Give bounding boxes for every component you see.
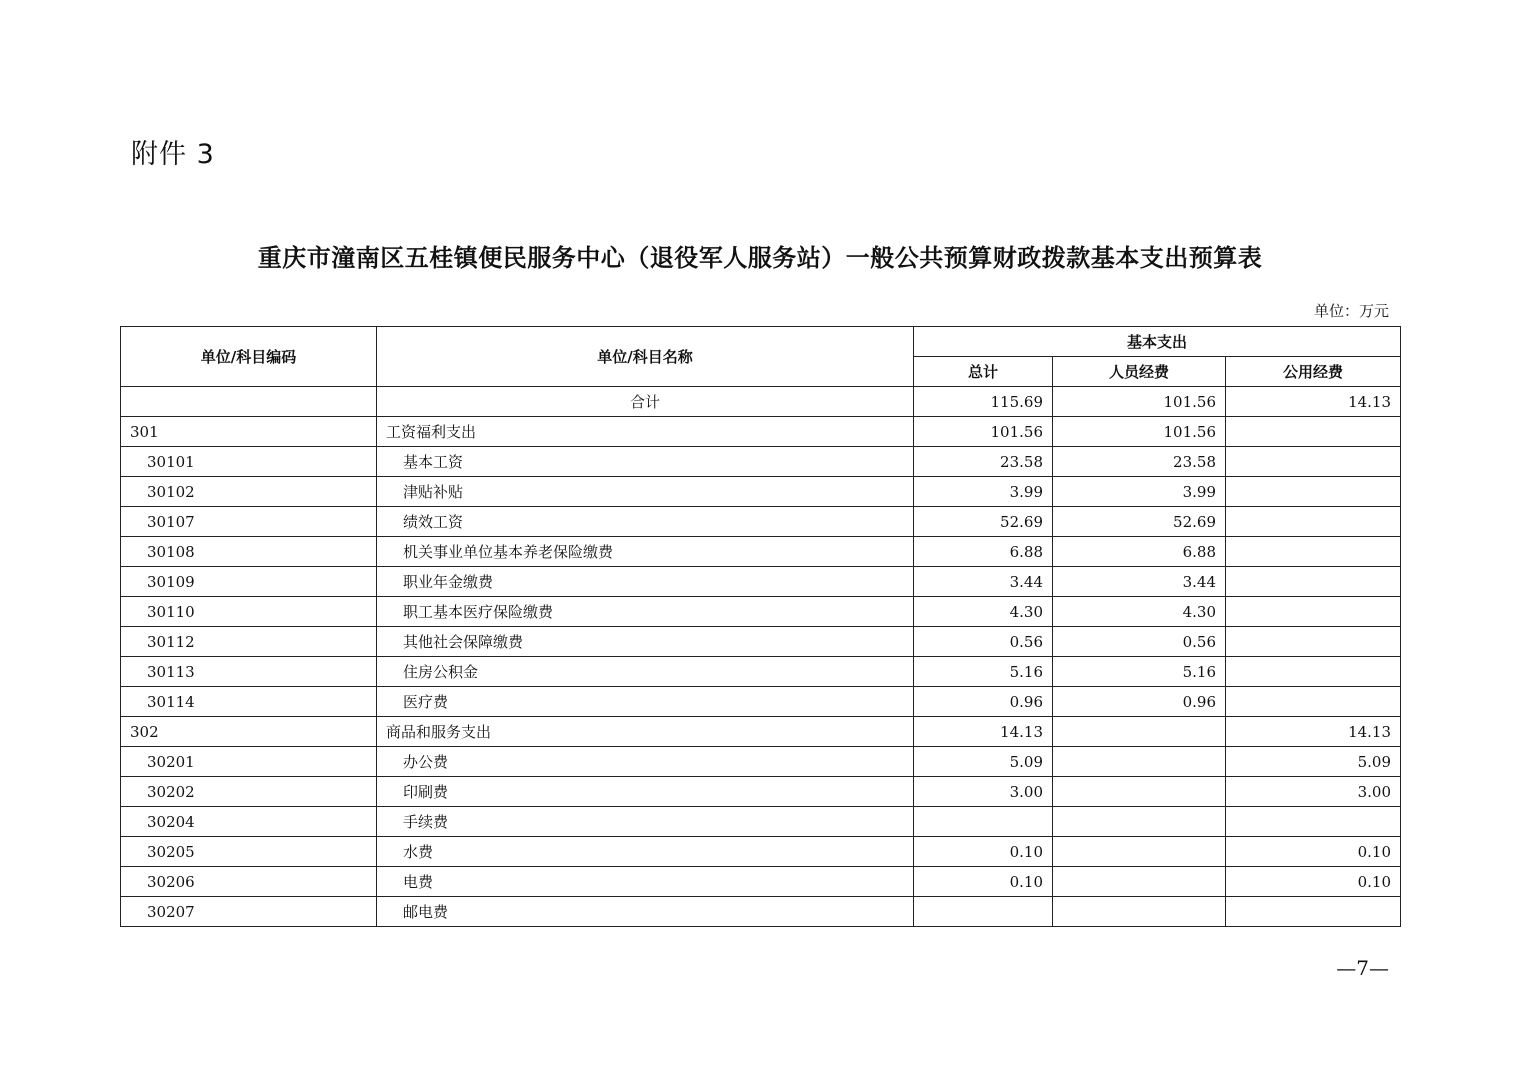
row-public	[1226, 447, 1401, 477]
row-code: 30108	[121, 537, 377, 567]
budget-table	[120, 326, 1401, 927]
row-personnel: 0.56	[1053, 627, 1226, 657]
row-public: 5.09	[1226, 747, 1401, 777]
row-total: 23.58	[914, 447, 1053, 477]
row-public: 3.00	[1226, 777, 1401, 807]
row-code: 30206	[121, 867, 377, 897]
row-code: 301	[121, 417, 377, 447]
row-name: 水费	[377, 837, 914, 867]
row-public	[1226, 597, 1401, 627]
row-personnel: 6.88	[1053, 537, 1226, 567]
table-row	[121, 837, 1401, 867]
row-code: 30113	[121, 657, 377, 687]
row-personnel	[1053, 897, 1226, 927]
row-public	[1226, 807, 1401, 837]
row-total	[914, 897, 1053, 927]
row-name: 津贴补贴	[377, 477, 914, 507]
row-name: 商品和服务支出	[377, 717, 914, 747]
row-total: 6.88	[914, 537, 1053, 567]
header-name: 单位/科目名称	[377, 327, 914, 387]
row-code: 30201	[121, 747, 377, 777]
row-personnel: 101.56	[1053, 387, 1226, 417]
table-row	[121, 897, 1401, 927]
row-personnel	[1053, 717, 1226, 747]
row-personnel	[1053, 867, 1226, 897]
page-number: —7—	[1336, 956, 1389, 980]
row-name: 职工基本医疗保险缴费	[377, 597, 914, 627]
attachment-label: 附件 3	[131, 139, 215, 170]
row-total: 3.99	[914, 477, 1053, 507]
table-row	[121, 717, 1401, 747]
table-row	[121, 747, 1401, 777]
table-row	[121, 867, 1401, 897]
table-row	[121, 537, 1401, 567]
row-code: 30205	[121, 837, 377, 867]
table-row	[121, 447, 1401, 477]
row-total: 0.10	[914, 837, 1053, 867]
row-name: 电费	[377, 867, 914, 897]
header-personnel: 人员经费	[1053, 357, 1226, 387]
row-public	[1226, 507, 1401, 537]
row-name: 其他社会保障缴费	[377, 627, 914, 657]
header-basic-expenditure: 基本支出	[914, 327, 1401, 357]
row-total: 5.09	[914, 747, 1053, 777]
row-name: 机关事业单位基本养老保险缴费	[377, 537, 914, 567]
row-name: 绩效工资	[377, 507, 914, 537]
table-row	[121, 567, 1401, 597]
row-personnel	[1053, 807, 1226, 837]
row-personnel: 52.69	[1053, 507, 1226, 537]
table-row	[121, 417, 1401, 447]
row-personnel	[1053, 777, 1226, 807]
row-code: 30110	[121, 597, 377, 627]
row-total: 3.00	[914, 777, 1053, 807]
row-public	[1226, 897, 1401, 927]
row-total: 0.96	[914, 687, 1053, 717]
row-total: 4.30	[914, 597, 1053, 627]
row-public	[1226, 477, 1401, 507]
row-total: 115.69	[914, 387, 1053, 417]
row-public	[1226, 537, 1401, 567]
row-public: 0.10	[1226, 867, 1401, 897]
header-public: 公用经费	[1226, 357, 1401, 387]
row-total: 14.13	[914, 717, 1053, 747]
row-personnel	[1053, 747, 1226, 777]
row-code: 30204	[121, 807, 377, 837]
row-public: 0.10	[1226, 837, 1401, 867]
table-row	[121, 777, 1401, 807]
row-personnel: 101.56	[1053, 417, 1226, 447]
row-code: 30101	[121, 447, 377, 477]
row-total: 101.56	[914, 417, 1053, 447]
row-name: 医疗费	[377, 687, 914, 717]
total-row	[121, 387, 1401, 417]
row-code: 30102	[121, 477, 377, 507]
header-total: 总计	[914, 357, 1053, 387]
row-code: 30109	[121, 567, 377, 597]
row-total: 52.69	[914, 507, 1053, 537]
row-personnel	[1053, 837, 1226, 867]
row-name: 邮电费	[377, 897, 914, 927]
row-total	[914, 807, 1053, 837]
table-header	[121, 327, 1401, 387]
unit-label: 单位：万元	[1313, 302, 1389, 320]
table-body	[121, 387, 1401, 927]
row-personnel: 23.58	[1053, 447, 1226, 477]
row-name: 职业年金缴费	[377, 567, 914, 597]
row-name: 印刷费	[377, 777, 914, 807]
row-code: 302	[121, 717, 377, 747]
row-public	[1226, 687, 1401, 717]
table-row	[121, 657, 1401, 687]
row-code: 30112	[121, 627, 377, 657]
row-personnel: 0.96	[1053, 687, 1226, 717]
table-row	[121, 597, 1401, 627]
table-row	[121, 687, 1401, 717]
table-row	[121, 507, 1401, 537]
row-personnel: 3.99	[1053, 477, 1226, 507]
row-total: 0.56	[914, 627, 1053, 657]
row-name: 工资福利支出	[377, 417, 914, 447]
row-name: 合计	[377, 387, 914, 417]
row-personnel: 4.30	[1053, 597, 1226, 627]
row-public	[1226, 657, 1401, 687]
page-title: 重庆市潼南区五桂镇便民服务中心（退役军人服务站）一般公共预算财政拨款基本支出预算表	[257, 244, 1263, 272]
row-code	[121, 387, 377, 417]
row-code: 30207	[121, 897, 377, 927]
row-code: 30107	[121, 507, 377, 537]
table-row	[121, 627, 1401, 657]
row-public	[1226, 567, 1401, 597]
row-code: 30202	[121, 777, 377, 807]
table-row	[121, 807, 1401, 837]
row-public	[1226, 627, 1401, 657]
row-total: 3.44	[914, 567, 1053, 597]
table-row	[121, 477, 1401, 507]
row-code: 30114	[121, 687, 377, 717]
header-code: 单位/科目编码	[121, 327, 377, 387]
row-public: 14.13	[1226, 717, 1401, 747]
row-name: 手续费	[377, 807, 914, 837]
row-total: 5.16	[914, 657, 1053, 687]
row-personnel: 3.44	[1053, 567, 1226, 597]
row-name: 住房公积金	[377, 657, 914, 687]
row-name: 办公费	[377, 747, 914, 777]
row-public	[1226, 417, 1401, 447]
row-name: 基本工资	[377, 447, 914, 477]
row-public: 14.13	[1226, 387, 1401, 417]
row-total: 0.10	[914, 867, 1053, 897]
row-personnel: 5.16	[1053, 657, 1226, 687]
